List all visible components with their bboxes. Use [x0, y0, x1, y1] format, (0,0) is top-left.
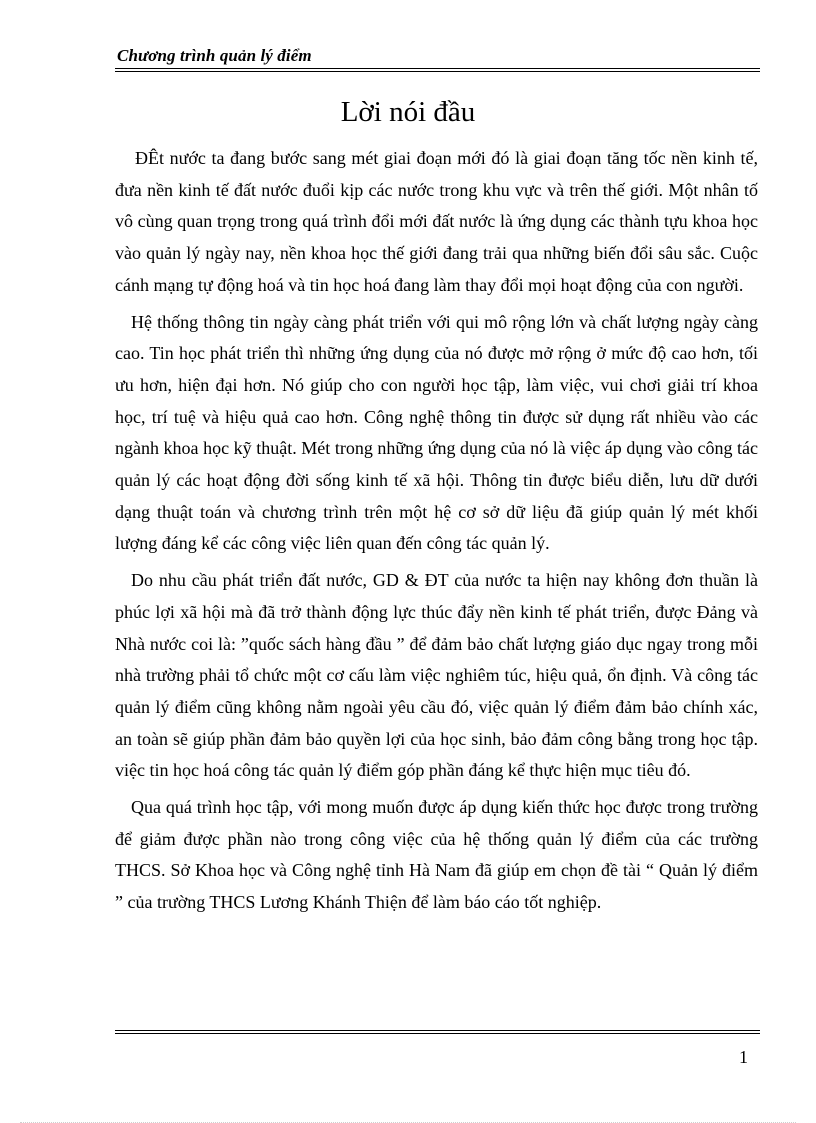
footer-rule-bottom — [115, 1033, 760, 1034]
page-heading: Lời nói đầu — [340, 96, 476, 128]
body-text — [115, 143, 758, 924]
header-rule-bottom — [115, 71, 760, 72]
running-header-title: Chương trình quản lý điểm — [117, 46, 312, 65]
paragraph-4: Qua quá trình học tập, với mong muốn được áp dụng kiến thức học được trong trường để giảm được phần nào trong công việc của hệ thống quản lý điểm của các trường THCS. Sở Khoa học và Công nghệ tỉnh Hà Nam đã giúp em chọn đề tài “ Quản lý điểm ” của trường THCS Lương Khánh Thiện để làm báo cáo tốt nghiệp. — [115, 797, 758, 913]
page-number: 1 — [739, 1047, 748, 1067]
footer-rule-top — [115, 1030, 760, 1031]
paragraph-3: Do nhu cầu phát triển đất nước, GD & ĐT của nước ta hiện nay không đơn thuần là phúc lợi xã hội mà đã trở thành động lực thúc đẩy nền kinh tế phát triển, được Đảng và Nhà nước coi là: ”quốc sách hàng đầu ” để đảm bảo chất lượng giáo dục ngay trong mỗi nhà trường phải tổ chức một cơ cấu làm việc nghiêm túc, hiệu quả, ổn định. Và công tác quản lý điểm cũng không nằm ngoài yêu cầu đó, việc quản lý điểm đảm bảo chính xác, an toàn sẽ giúp phần đảm bảo quyền lợi của học sinh, bảo đảm công bằng trong học tập. việc tin học hoá công tác quản lý điểm góp phần đáng kể thực hiện mục tiêu đó. — [115, 570, 758, 781]
header-rule-top — [115, 68, 760, 69]
paragraph-1: ĐÊt nước ta đang bước sang mét giai đoạn mới đó là giai đoạn tăng tốc nền kinh tế, đưa nền kinh tế đất nước đuổi kịp các nước trong khu vực và trên thế giới. Một nhân tố vô cùng quan trọng trong quá trình đổi mới đất nước là ứng dụng các thành tựu khoa học vào quản lý ngày nay, nền khoa học thế giới đang trải qua những biến đổi sâu sắc. Cuộc cánh mạng tự động hoá và tin học hoá đang làm thay đổi mọi hoạt động của con người. — [115, 148, 758, 295]
paragraph-2: Hệ thống thông tin ngày càng phát triển với qui mô rộng lớn và chất lượng ngày càng cao. Tin học phát triển thì những ứng dụng của nó được mở rộng ở mức độ cao hơn, tối ưu hơn, hiện đại hơn. Nó giúp cho con người học tập, làm việc, vui chơi giải trí khoa học, trí tuệ và hiệu quả cao hơn. Công nghệ thông tin được sử dụng rất nhiều vào các ngành khoa học kỹ thuật. Mét trong những ứng dụng của nó là việc áp dụng vào công tác quản lý các hoạt động đời sống kinh tế xã hội. Thông tin được biểu diễn, lưu dữ dưới dạng thuật toán và chương trình trên một hệ cơ sở dữ liệu đã giúp quản lý mét khối lượng đáng kể các công việc liên quan đến công tác quản lý. — [115, 311, 758, 554]
